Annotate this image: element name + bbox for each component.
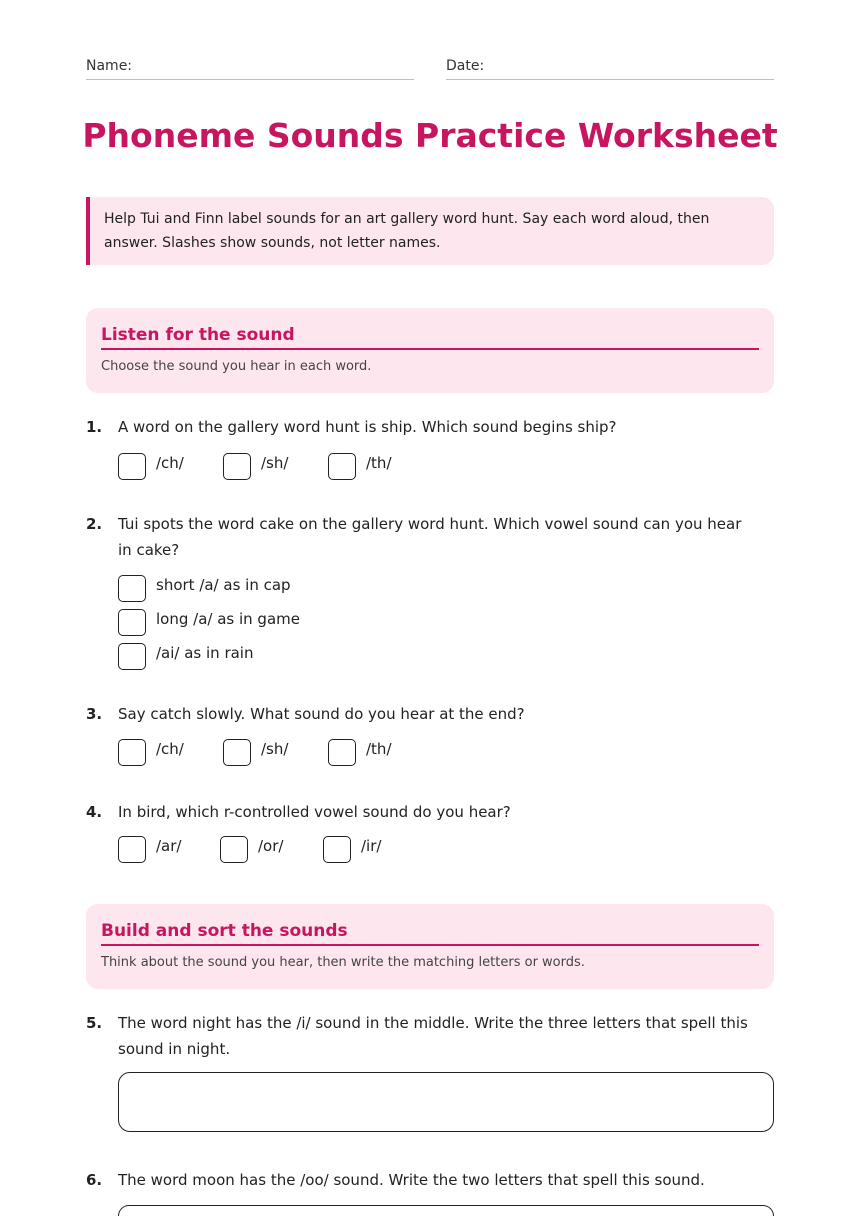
- question-number: 1.: [86, 418, 103, 436]
- question-2: [86, 511, 774, 671]
- checkbox[interactable]: [118, 609, 146, 636]
- question-number: 3.: [86, 705, 103, 723]
- name-label: Name:: [86, 58, 133, 74]
- checkbox[interactable]: [118, 643, 146, 670]
- option-label: /th/: [366, 740, 392, 758]
- question-1: [86, 414, 774, 484]
- question-text: Say catch slowly. What sound do you hear at the end?: [118, 705, 525, 723]
- question-text: The word moon has the /oo/ sound. Write the two letters that spell this sound.: [118, 1171, 705, 1189]
- checkbox[interactable]: [328, 453, 356, 480]
- checkbox[interactable]: [223, 739, 251, 766]
- question-number: 2.: [86, 515, 103, 533]
- section-build-sort: [86, 904, 774, 989]
- option-label: long /a/ as in game: [156, 610, 300, 628]
- option-label: /ch/: [156, 740, 184, 758]
- option-label: /or/: [258, 837, 284, 855]
- student-info-row: [86, 55, 774, 80]
- question-number: 4.: [86, 803, 103, 821]
- section-description: Choose the sound you hear in each word.: [101, 359, 372, 374]
- page-title: Phoneme Sounds Practice Worksheet: [82, 116, 778, 155]
- option-label: /ar/: [156, 837, 182, 855]
- question-5: [86, 1010, 774, 1065]
- answer-box-5[interactable]: [118, 1072, 774, 1132]
- checkbox[interactable]: [118, 575, 146, 602]
- name-field[interactable]: [86, 55, 414, 80]
- checkbox[interactable]: [118, 453, 146, 480]
- question-6: [86, 1167, 774, 1197]
- section-title: Build and sort the sounds: [101, 918, 759, 946]
- option-label: /ai/ as in rain: [156, 644, 254, 662]
- section-description: Think about the sound you hear, then write the matching letters or words.: [101, 955, 585, 970]
- question-text: The word night has the /i/ sound in the middle. Write the three letters that spell this sound in night.: [118, 1014, 748, 1058]
- question-3: [86, 701, 774, 771]
- option-label: /sh/: [261, 740, 289, 758]
- question-text: Tui spots the word cake on the gallery word hunt. Which vowel sound can you hear in cake?: [118, 515, 742, 559]
- question-text: In bird, which r-controlled vowel sound do you hear?: [118, 803, 511, 821]
- checkbox[interactable]: [223, 453, 251, 480]
- option-label: short /a/ as in cap: [156, 576, 291, 594]
- option-label: /ch/: [156, 454, 184, 472]
- question-number: 6.: [86, 1171, 103, 1189]
- checkbox[interactable]: [118, 739, 146, 766]
- section-listen: [86, 308, 774, 393]
- checkbox[interactable]: [323, 836, 351, 863]
- option-label: /ir/: [361, 837, 382, 855]
- checkbox[interactable]: [220, 836, 248, 863]
- option-label: /th/: [366, 454, 392, 472]
- checkbox[interactable]: [328, 739, 356, 766]
- question-text: A word on the gallery word hunt is ship. Which sound begins ship?: [118, 418, 617, 436]
- intro-callout: Help Tui and Finn label sounds for an art gallery word hunt. Say each word aloud, then answer. Slashes show sounds, not letter names.: [86, 197, 774, 265]
- question-4: [86, 799, 774, 869]
- option-label: /sh/: [261, 454, 289, 472]
- date-field[interactable]: [446, 55, 774, 80]
- answer-box-6[interactable]: [118, 1205, 774, 1216]
- checkbox[interactable]: [118, 836, 146, 863]
- question-number: 5.: [86, 1014, 103, 1032]
- section-title: Listen for the sound: [101, 322, 759, 350]
- date-label: Date:: [446, 58, 485, 74]
